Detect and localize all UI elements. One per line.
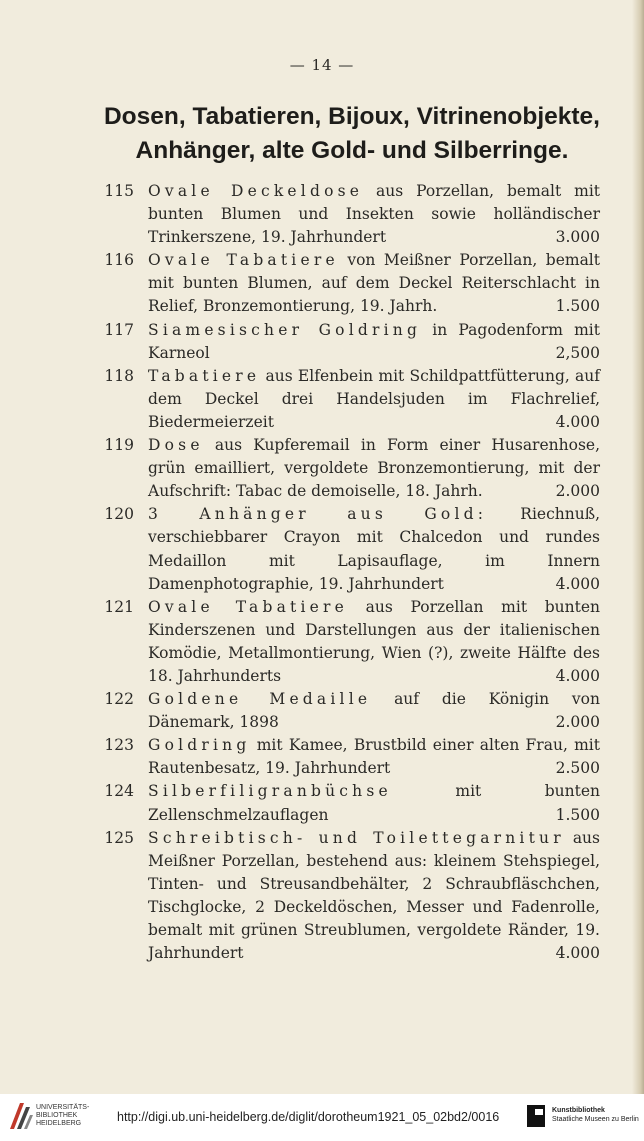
heading-line-1: Dosen, Tabatieren, Bijoux, Vitrinenobjekte,	[103, 103, 600, 130]
university-library-logo-icon	[8, 1101, 34, 1131]
lot-number: 122	[104, 690, 134, 709]
lot-description	[148, 249, 600, 318]
lot-details: von Meißner Porzellan, bemalt mit bunten Blumen, auf dem Deckel Reiterschlacht in Relief, Bronzemontierung, 19. Jahrh.	[148, 251, 600, 316]
catalog-entry	[100, 319, 600, 365]
lot-number: 125	[104, 828, 134, 847]
lot-description	[148, 319, 600, 365]
catalog-entry	[100, 734, 600, 780]
lot-number: 123	[104, 736, 134, 755]
page-number: — 14 —	[289, 56, 355, 74]
lot-price: 2,500	[555, 343, 600, 362]
lot-price: 2.000	[555, 713, 600, 732]
lot-details: auf die Königin von Dänemark, 1898	[148, 690, 600, 732]
lot-title: Goldring	[148, 736, 251, 755]
lot-price: 2.500	[555, 759, 600, 778]
lot-number: 117	[104, 320, 134, 339]
catalog-entry	[100, 780, 600, 826]
lot-title: Schreibtisch- und Toilettegarnitur	[148, 828, 565, 847]
catalog-entry	[100, 503, 600, 595]
lot-description	[148, 596, 600, 688]
catalog-entry	[100, 434, 600, 503]
lot-details: aus Porzellan, bemalt mit bunten Blumen und Insekten sowie holländischer Trinkerszene, 19. Jahrhundert	[148, 182, 601, 247]
lot-details: in Pagodenform mit Karneol	[148, 320, 600, 362]
lot-number: 120	[104, 505, 134, 524]
lot-price: 4.000	[555, 412, 600, 431]
lot-description	[148, 734, 600, 780]
lot-details: mit Kamee, Brustbild einer alten Frau, mit Rautenbesatz, 19. Jahrhundert	[148, 736, 600, 778]
catalog-entries	[100, 180, 600, 965]
lot-number: 121	[104, 597, 134, 616]
lot-description	[148, 180, 600, 249]
lot-details: aus Porzellan mit bunten Kinderszenen und Darstellungen aus der italienischen Komödie, Metallmontierung, Wien (?), zweite Hälfte des 18. Jahrhunderts	[148, 597, 600, 685]
lot-price: 1.500	[555, 297, 600, 316]
catalog-entry	[100, 180, 600, 249]
lot-title: Silberfiligranbüchse	[148, 782, 392, 801]
lot-description	[148, 780, 600, 826]
lot-details: aus Elfenbein mit Schildpattfütterung, auf dem Deckel drei Handelsjuden im Flachrelief, Biedermeierzeit	[148, 366, 600, 431]
lot-description	[148, 827, 600, 966]
lot-details: aus Kupferemail in Form einer Husarenhose, grün emailliert, vergoldete Bronzemontierung, mit der Aufschrift: Tabac de demoiselle, 18. Jahrh.	[148, 436, 600, 501]
lot-number: 115	[104, 182, 134, 200]
lot-price: 3.000	[555, 228, 600, 247]
catalog-entry	[100, 365, 600, 434]
catalog-entry	[100, 596, 600, 688]
lot-title: Ovale Deckeldose	[148, 182, 364, 200]
lot-description	[148, 688, 600, 734]
university-library-logo-text: UNIVERSITÄTS- BIBLIOTHEK HEIDELBERG	[36, 1104, 90, 1127]
catalog-entry	[100, 688, 600, 734]
source-url-link[interactable]: http://digi.ub.uni-heidelberg.de/diglit/dorotheum1921_05_02bd2/0016	[117, 1110, 500, 1124]
lot-title: Dose	[148, 436, 204, 455]
catalog-entry	[100, 249, 600, 318]
lot-price: 4.000	[555, 574, 600, 593]
lot-description	[148, 365, 600, 434]
lot-price: 4.000	[555, 944, 600, 963]
catalog-entry	[100, 827, 600, 966]
lot-price: 1.500	[555, 805, 600, 824]
heading-line-2: Anhänger, alte Gold- und Silberringe.	[135, 137, 569, 164]
lot-title: 3 Anhänger aus Gold:	[148, 505, 488, 524]
lot-price: 2.000	[555, 482, 600, 501]
lot-number: 118	[104, 366, 134, 385]
lot-details: mit bunten Zellenschmelzauflagen	[148, 782, 600, 824]
kunstbibliothek-logo-text: Kunstbibliothek Staatliche Museen zu Berlin	[552, 1107, 639, 1123]
lot-details: Riechnuß, verschiebbarer Crayon mit Chalcedon und rundes Medaillon mit Lapisauflage, im Innern Damenphotographie, 19. Jahrhundert	[148, 505, 601, 593]
lot-number: 119	[104, 436, 134, 455]
lot-description	[148, 503, 600, 595]
lot-title: Ovale Tabatiere	[148, 597, 348, 616]
lot-description	[148, 434, 600, 503]
lot-number: 124	[104, 782, 134, 801]
lot-price: 4.000	[555, 666, 600, 685]
section-heading	[60, 100, 644, 168]
lot-title: Tabatiere	[148, 366, 261, 385]
lot-title: Goldene Medaille	[148, 690, 372, 709]
lot-number: 116	[104, 251, 134, 270]
kunstbibliothek-logo-icon	[525, 1103, 547, 1129]
lot-title: Ovale Tabatiere	[148, 251, 339, 270]
lot-title: Siamesischer Goldring	[148, 320, 422, 339]
lot-details: aus Meißner Porzellan, bestehend aus: kleinem Stehspiegel, Tinten- und Streusandbehälter, 2 Schraubfläschchen, Tischglocke, 2 Deckeldöschen, Messer und Fadenrolle, bemalt mit grünen Streublumen, vergoldete Ränder, 19. Jahrhundert	[148, 828, 600, 963]
